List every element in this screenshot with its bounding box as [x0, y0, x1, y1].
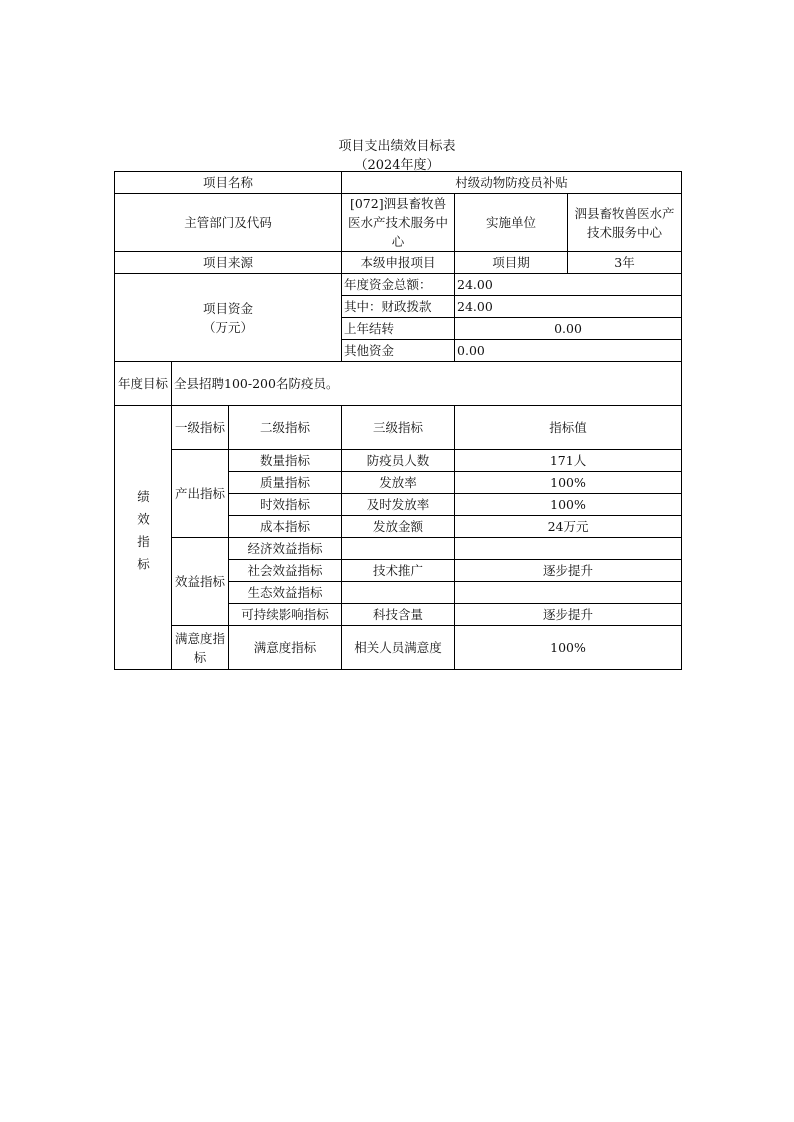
- project-name-row: [115, 172, 682, 194]
- dept-value: [072]泗县畜牧兽医水产技术服务中心: [342, 194, 455, 252]
- level3-cell: 防疫员人数: [342, 450, 455, 472]
- value-cell: 100%: [455, 626, 682, 670]
- header-level1: 一级指标: [172, 406, 229, 450]
- value-cell: [455, 582, 682, 604]
- level1-output: 产出指标: [172, 450, 229, 538]
- level3-cell: 发放金额: [342, 516, 455, 538]
- level2-cell: 社会效益指标: [229, 560, 342, 582]
- level3-cell: [342, 582, 455, 604]
- page-title: 项目支出绩效目标表: [338, 139, 456, 154]
- value-cell: 100%: [455, 494, 682, 516]
- value-cell: [455, 538, 682, 560]
- header-level3: 三级指标: [342, 406, 455, 450]
- level2-cell: 质量指标: [229, 472, 342, 494]
- funds-label-line1: 项目资金: [203, 300, 254, 316]
- funds-carryover-label: 上年结转: [342, 318, 455, 340]
- annual-goal-label: 年度目标: [115, 362, 172, 406]
- source-row: [115, 252, 682, 274]
- annual-goal-row: [115, 362, 682, 406]
- funds-label: [115, 274, 342, 362]
- funds-total-value: 24.00: [455, 274, 682, 296]
- source-label: 项目来源: [115, 252, 342, 274]
- indicators-section-text: 绩效指标: [135, 490, 151, 580]
- funds-label-line2: （万元）: [203, 319, 254, 335]
- value-cell: 24万元: [455, 516, 682, 538]
- source-value: 本级申报项目: [342, 252, 455, 274]
- dept-row: [115, 194, 682, 252]
- indicators-section-label: [115, 406, 172, 670]
- level2-cell: 时效指标: [229, 494, 342, 516]
- value-cell: 171人: [455, 450, 682, 472]
- level2-cell: 满意度指标: [229, 626, 342, 670]
- level2-cell: 生态效益指标: [229, 582, 342, 604]
- funds-fiscal-label: 其中：财政拨款: [342, 296, 455, 318]
- level3-cell: [342, 538, 455, 560]
- level3-cell: 技术推广: [342, 560, 455, 582]
- funds-other-label: 其他资金: [342, 340, 455, 362]
- dept-label: 主管部门及代码: [115, 194, 342, 252]
- indicator-row: [115, 538, 682, 560]
- project-name-value: 村级动物防疫员补贴: [342, 172, 682, 194]
- value-cell: 100%: [455, 472, 682, 494]
- period-label: 项目期: [455, 252, 568, 274]
- level1-satisfaction: 满意度指标: [172, 626, 229, 670]
- indicator-header-row: [115, 406, 682, 450]
- level2-cell: 可持续影响指标: [229, 604, 342, 626]
- level3-cell: 相关人员满意度: [342, 626, 455, 670]
- header-level2: 二级指标: [229, 406, 342, 450]
- value-cell: 逐步提升: [455, 604, 682, 626]
- level2-cell: 成本指标: [229, 516, 342, 538]
- funds-other-value: 0.00: [455, 340, 682, 362]
- level1-benefit: 效益指标: [172, 538, 229, 626]
- level3-cell: 发放率: [342, 472, 455, 494]
- impl-unit-value: 泗县畜牧兽医水产技术服务中心: [568, 194, 682, 252]
- annual-goal-text: 全县招聘100-200名防疫员。: [172, 362, 682, 406]
- performance-target-table: [114, 171, 682, 670]
- funds-row: [115, 274, 682, 296]
- page-subtitle-year: （2024年度）: [354, 158, 440, 173]
- project-name-label: 项目名称: [115, 172, 342, 194]
- level3-cell: 及时发放率: [342, 494, 455, 516]
- value-cell: 逐步提升: [455, 560, 682, 582]
- funds-fiscal-value: 24.00: [455, 296, 682, 318]
- period-value: 3年: [568, 252, 682, 274]
- header-value: 指标值: [455, 406, 682, 450]
- level2-cell: 经济效益指标: [229, 538, 342, 560]
- level2-cell: 数量指标: [229, 450, 342, 472]
- level3-cell: 科技含量: [342, 604, 455, 626]
- indicator-row: [115, 450, 682, 472]
- funds-carryover-value: 0.00: [455, 318, 682, 340]
- impl-unit-label: 实施单位: [455, 194, 568, 252]
- funds-total-label: 年度资金总额：: [342, 274, 455, 296]
- indicator-row: [115, 626, 682, 670]
